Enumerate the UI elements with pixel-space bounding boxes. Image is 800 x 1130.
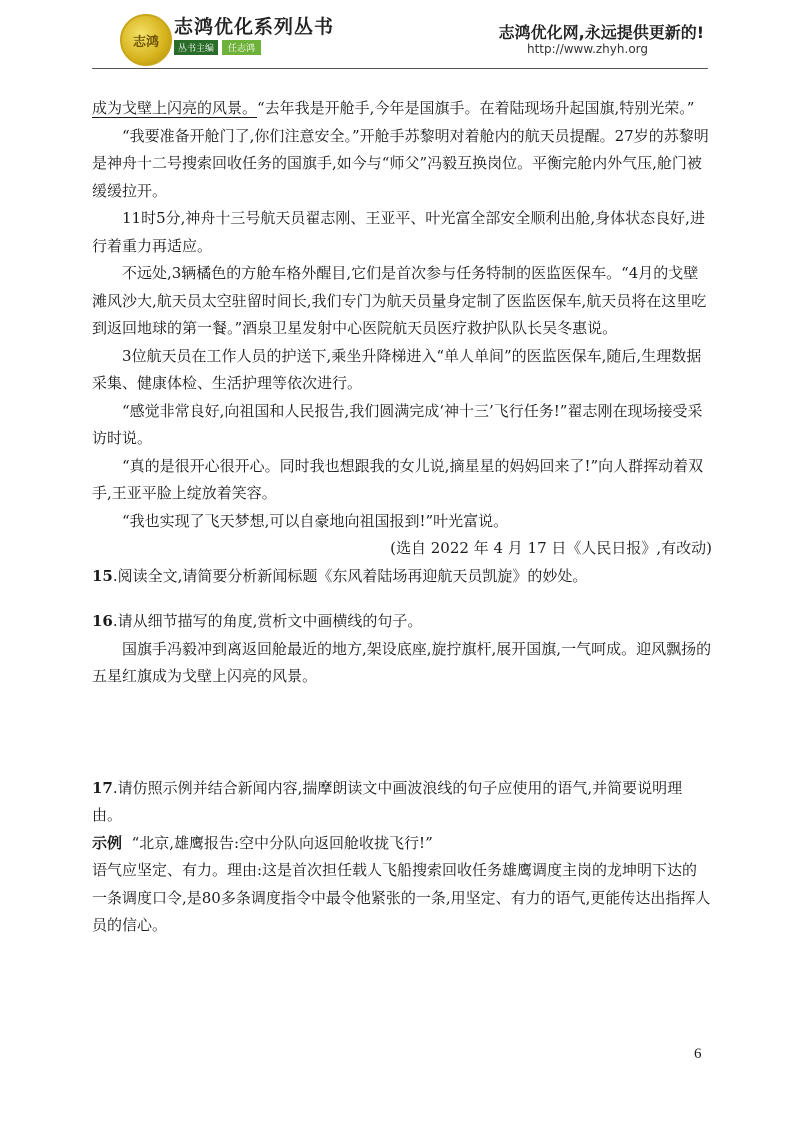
article-paragraph: “我也实现了飞天梦想,可以自豪地向祖国报到!”叶光富说。 (122, 511, 509, 530)
page-header (0, 0, 800, 80)
series-title: 志鸿优化系列丛书 (174, 16, 335, 38)
article-paragraph (92, 95, 712, 123)
document-body (92, 95, 712, 940)
article-paragraph: “我要准备开舱门了,你们注意安全。”开舱手苏黎明对着舱内的航天员提醒。27岁的苏黎明是神舟十二号搜索回收任务的国旗手,如今与“师父”冯毅互换岗位。平衡完舱内外气压,舱门被缓缓拉开。 (92, 126, 709, 200)
example-quote: “北京,雄鹰报告:空中分队向返回舱收拢飞行!” (131, 833, 433, 852)
question-text: .请仿照示例并结合新闻内容,揣摩朗读文中画波浪线的句子应使用的语气,并简要说明理由。 (92, 778, 683, 824)
article-paragraph: “感觉非常良好,向祖国和人民报告,我们圆满完成‘神十三’飞行任务!”翟志刚在现场接受采访时说。 (92, 401, 703, 447)
example-answer: 语气应坚定、有力。理由:这是首次担任载人飞船搜索回收任务雄鹰调度主岗的龙坤明下达的一条调度口令,是80多条调度指令中最令他紧张的一条,用坚定、有力的语气,更能传达出指挥人员的信心。 (92, 861, 711, 934)
article-paragraph: 3位航天员在工作人员的护送下,乘坐升降梯进入“单人单间”的医监医保车,随后,生理数据采集、健康体检、生活护理等依次进行。 (92, 346, 702, 392)
question-text: .阅读全文,请简要分析新闻标题《东风着陆场再迎航天员凯旋》的妙处。 (112, 566, 588, 585)
header-divider (92, 68, 708, 69)
question-17 (92, 775, 712, 830)
zhihong-logo-icon (120, 14, 172, 66)
example-line (92, 830, 712, 858)
question-number: 15 (92, 566, 113, 585)
article-source: (选自 2022 年 4 月 17 日《人民日报》,有改动) (390, 539, 712, 557)
editor-credit (174, 40, 261, 55)
paragraph-text: “去年我是开舱手,今年是国旗手。在着陆现场升起国旗,特别光荣。” (257, 99, 695, 117)
underlined-sentence: 成为戈壁上闪亮的风景。 (92, 99, 258, 117)
question-15 (92, 563, 712, 591)
article-paragraph: 11时5分,神舟十三号航天员翟志刚、王亚平、叶光富全部安全顺利出舱,身体状态良好,进行着重力再适应。 (92, 209, 705, 255)
article-paragraph: “真的是很开心很开心。同时我也想跟我的女儿说,摘星星的妈妈回来了!”向人群挥动着双手,王亚平脸上绽放着笑容。 (92, 456, 704, 502)
question-text: .请从细节描写的角度,赏析文中画横线的句子。 (112, 612, 423, 630)
editor-name: 任志鸿 (222, 40, 261, 55)
question-number: 17 (92, 778, 113, 797)
quoted-sentence: 国旗手冯毅冲到离返回舱最近的地方,架设底座,旋拧旗杆,展开国旗,一气呵成。迎风飘扬的五星红旗成为戈壁上闪亮的风景。 (92, 639, 712, 685)
site-url: http://www.zhyh.org (526, 42, 648, 56)
editor-label: 丛书主编 (174, 40, 218, 55)
example-label: 示例 (92, 833, 123, 852)
question-16 (92, 608, 712, 636)
page-number: 6 (694, 1046, 702, 1062)
answer-space (92, 691, 712, 775)
answer-space (92, 590, 712, 608)
logo-text: 志鸿 (132, 34, 159, 50)
question-number: 16 (92, 612, 113, 630)
site-slogan: 志鸿优化网,永远提供更新的! (498, 23, 704, 42)
article-paragraph: 不远处,3辆橘色的方舱车格外醒目,它们是首次参与任务特制的医监医保车。“4月的戈壁滩风沙大,航天员太空驻留时间长,我们专门为航天员量身定制了医监医保车,航天员将在这里吃到返回地球的第一餐。”酒泉卫星发射中心医院航天员医疗救护队队长吴冬惠说。 (92, 264, 707, 337)
